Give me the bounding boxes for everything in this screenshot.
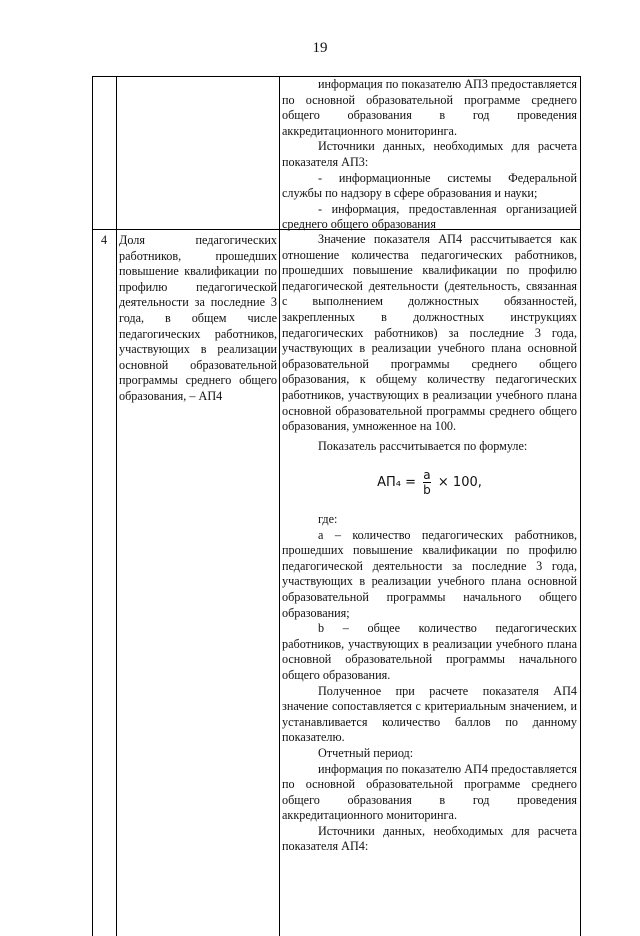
row-number: 4: [101, 233, 108, 247]
row4-paragraph: Отчетный период:: [318, 745, 414, 760]
row3-paragraph: Источники данных, необходимых для расчета показателя АП3:: [282, 139, 577, 169]
row4-paragraph: а – количество педагогических работников, прошедших повышение квалификации по профилю педагогической деятельности за последние 3 года, участвующих в реализации учебного плана основной образовательной программы начального общего образования;: [282, 527, 577, 620]
formula-fraction: [423, 468, 431, 497]
formula-numerator: a: [423, 468, 431, 482]
table-border-left: [92, 76, 93, 936]
row4-description-bottom: [282, 512, 577, 855]
table-column-divider-1: [116, 76, 117, 936]
formula-rhs: × 100,: [437, 475, 482, 490]
table-column-divider-2: [279, 76, 280, 936]
indicator-name: Доля педагогических работников, прошедших повышение квалификации по профилю педагогической деятельности за последние 3 года, в общем числе педагогических работников, участвующих в реализации основной образовательной программы среднего общего образования, – АП4: [119, 233, 277, 403]
row4-paragraph: b – общее количество педагогических работников, участвующих в реализации учебного плана основной образовательной программы начального общего образования.: [282, 621, 577, 682]
row4-paragraph: Показатель рассчитывается по формуле:: [318, 438, 528, 453]
row3-paragraph: информация по показателю АП3 предоставляется по основной образовательной программе среднего общего образования в год проведения аккредитационного мониторинга.: [282, 77, 577, 138]
page-number: 19: [312, 40, 328, 56]
row4-paragraph: Полученное при расчете показателя АП4 значение сопоставляется с критериальным значением, и устанавливается количество баллов по данному показателю.: [282, 683, 577, 745]
indicators-table: [92, 76, 580, 936]
row3-paragraph: - информационные системы Федеральной службы по надзору в сфере образования и науки;: [282, 170, 577, 201]
row3-paragraph: - информация, предоставленная организацией среднего общего образования: [282, 201, 577, 232]
row4-paragraph: где:: [318, 512, 338, 526]
row4-paragraph: информация по показателю АП4 предоставляется по основной образовательной программе среднего общего образования в год проведения аккредитационного мониторинга.: [282, 761, 577, 823]
row4-paragraph: Значение показателя АП4 рассчитывается как отношение количества педагогических работников, прошедших повышение квалификации по профилю педагогической деятельности (деятельность, связанная с выполнением должностных обязанностей, закрепленных в должностных инструкциях педагогических работников) за последние 3 года, участвующих в реализации учебного плана основной образовательной программы среднего общего образования, к общему количеству педагогических работников, участвующих в реализации учебного плана основной образовательной программы среднего общего образования, умноженное на 100.: [282, 232, 577, 434]
formula-lhs: АП₄ =: [377, 475, 416, 490]
table-border-right: [580, 76, 581, 936]
formula: [282, 468, 577, 497]
row4-description-top: [282, 232, 577, 454]
row3-description: [282, 77, 577, 233]
row4-paragraph: Источники данных, необходимых для расчета показателя АП4:: [282, 823, 577, 854]
formula-denominator: b: [423, 483, 431, 497]
